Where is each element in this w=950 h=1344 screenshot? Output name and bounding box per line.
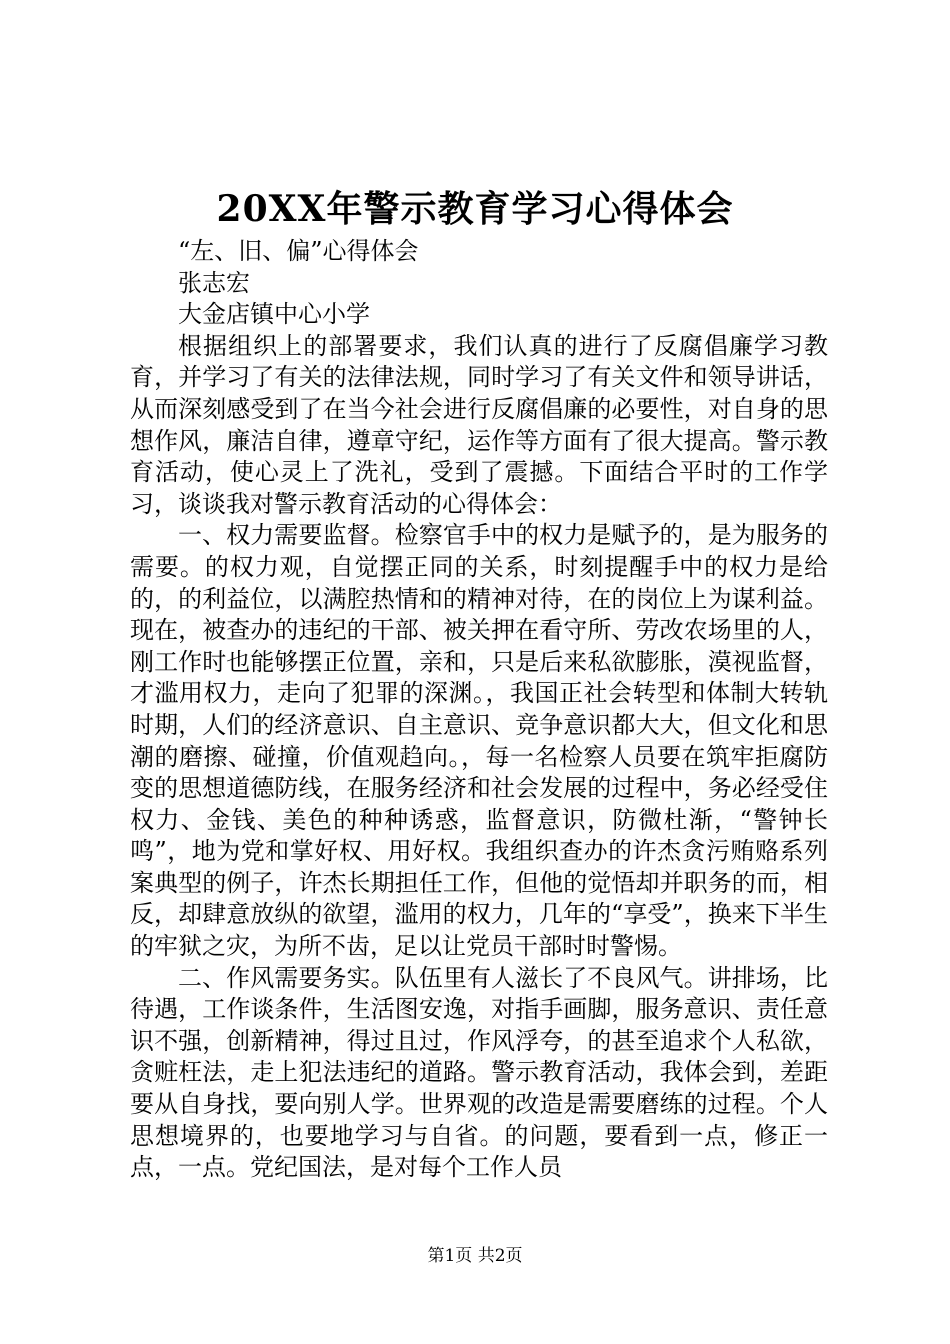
page-number-footer: 第1页 共2页 <box>427 1246 523 1266</box>
subtitle-line: “左、旧、偏”心得体会 <box>178 237 419 265</box>
document-title: 20XX年警示教育学习心得体会 <box>216 188 734 230</box>
organization-line: 大金店镇中心小学 <box>178 300 370 329</box>
document-body <box>130 236 828 1184</box>
body-paragraph: 根据组织上的部署要求，我们认真的进行了反腐倡廉学习教育，并学习了有关的法律法规，同时学习了有关文件和领导讲话，从而深刻感受到了在当今社会进行反腐倡廉的必要性，对自身的思想作风，廉洁自律，遵章守纪，运作等方面有了很大提高。警示教育活动，使心灵上了洗礼，受到了震撼。下面结合平时的工作学习，谈谈我对警示教育活动的心得体会： <box>130 331 828 518</box>
author-line: 张志宏 <box>178 268 250 297</box>
body-paragraph: 一、权力需要监督。检察官手中的权力是赋予的，是为服务的需要。的权力观，自觉摆正同的关系，时刻提醒手中的权力是给的，的利益位，以满腔热情和的精神对待，在的岗位上为谋利益。现在，被查办的违纪的干部、被关押在看守所、劳改农场里的人，刚工作时也能够摆正位置，亲和，只是后来私欲膨胀，漠视监督，才滥用权力，走向了犯罪的深渊。，我国正社会转型和体制大转轨时期，人们的经济意识、自主意识、竞争意识都大大，但文化和思潮的磨擦、碰撞，价值观趋向。，每一名检察人员要在筑牢拒腐防变的思想道德防线，在服务经济和社会发展的过程中，务必经受住权力、金钱、美色的种种诱惑，监督意识，防微杜渐，“警钟长鸣”，地为党和掌好权、用好权。我组织查办的许杰贪污贿赂系列案典型的例子，许杰长期担任工作，但他的觉悟却并职务的而，相反，却肆意放纵的欲望，滥用的权力，几年的“享受”，换来下半生的牢狱之灾，为所不齿，足以让党员干部时时警惕。 <box>130 521 828 961</box>
body-paragraph: 二、作风需要务实。队伍里有人滋长了不良风气。讲排场，比待遇，工作谈条件，生活图安逸，对指手画脚，服务意识、责任意识不强，创新精神，得过且过，作风浮夸，的甚至追求个人私欲，贪赃枉法，走上犯法违纪的道路。警示教育活动，我体会到，差距要从自身找，要向别人学。世界观的改造是需要磨练的过程。个人思想境界的，也要地学习与自省。的问题，要看到一点，修正一点，一点。党纪国法，是对每个工作人员 <box>130 963 828 1182</box>
